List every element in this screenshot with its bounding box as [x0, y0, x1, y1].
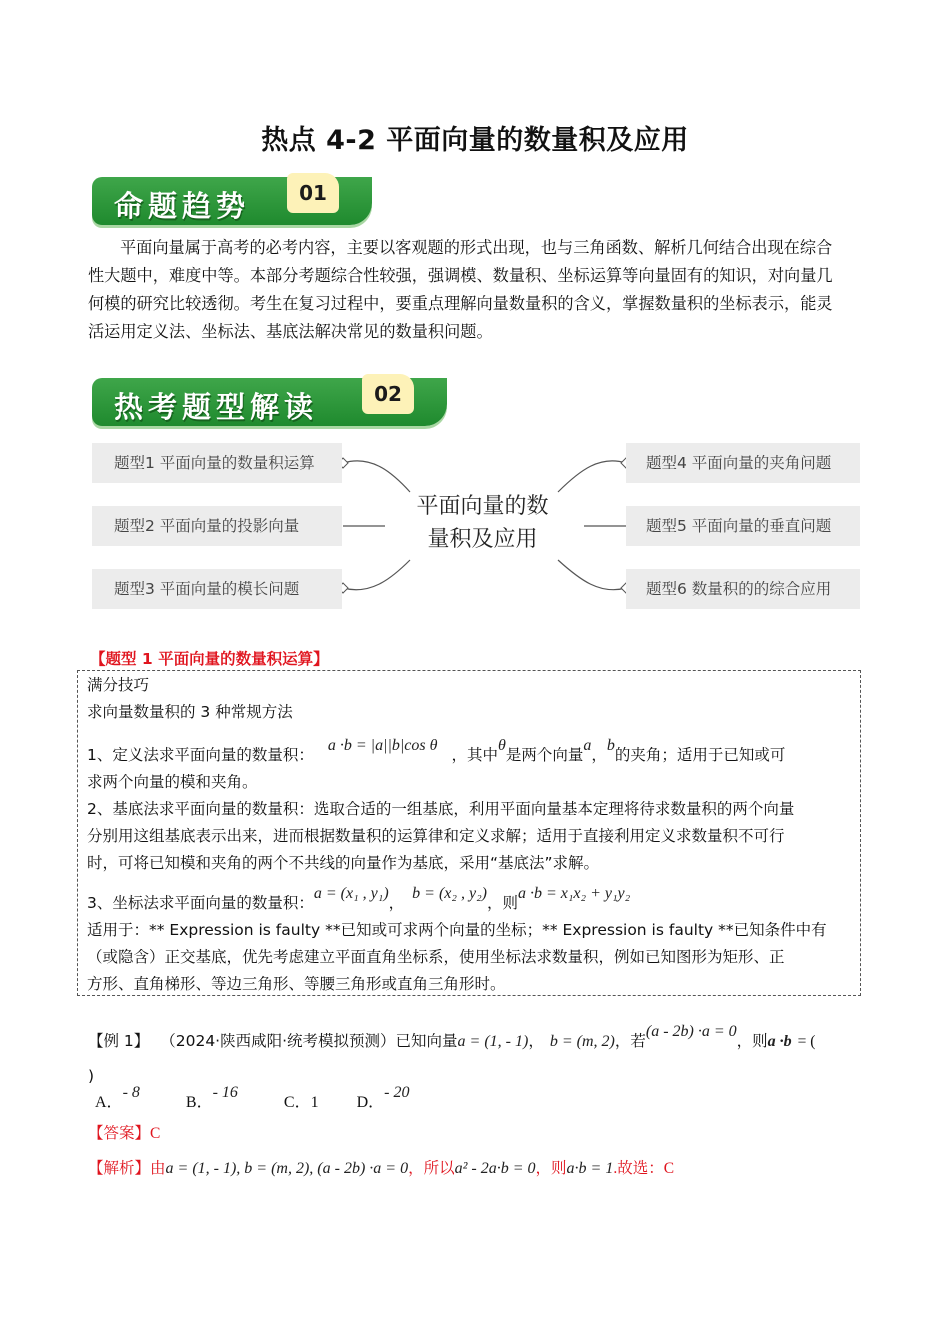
method2-line: 分别用这组基底表示出来，进而根据数量积的运算律和定义求解；适用于直接利用定义求数量积不可行: [87, 827, 785, 845]
example1-close-paren: ): [88, 1067, 95, 1085]
method3-prefix: 3、坐标法求平面向量的数量积：: [87, 894, 314, 912]
connector-right-6: [558, 560, 626, 590]
connector-right-3: [343, 560, 410, 590]
mindmap-center-line: 平面向量的数: [416, 494, 549, 519]
mindmap-center-line: 量积及应用: [427, 527, 538, 552]
option-b[interactable]: B．- 16: [185, 1084, 238, 1111]
analysis-end: .故选：C: [613, 1160, 675, 1177]
connector-left-1: [343, 461, 410, 492]
analysis-text-2: ，则: [535, 1159, 567, 1177]
intro-line: 何模的研究比较透彻。考生在复习过程中，要重点理解向量数量积的含义，掌握数量积的坐标表示，能灵: [88, 294, 833, 313]
example1-ask: a ·b: [767, 1033, 792, 1050]
mindmap-type-4: 题型4 平面向量的夹角问题: [626, 443, 860, 483]
method2-line: 时，可将已知模和夹角的两个不共线的向量作为基底，采用“基底法”求解。: [87, 854, 600, 872]
mindmap-type-1: 题型1 平面向量的数量积运算: [92, 443, 342, 483]
intro-line: 平面向量属于高考的必考内容，主要以客观题的形式出现，也与三角函数、解析几何结合出现在综合: [120, 238, 833, 257]
banner-number: 02: [362, 374, 414, 414]
method1-a: a: [583, 737, 592, 754]
mindmap-center: [400, 490, 565, 556]
example1-label: 【例 1】: [88, 1032, 150, 1050]
method1-b: b: [606, 737, 615, 754]
example1-if: ，若: [614, 1032, 646, 1050]
example1-eq-paren: = (: [797, 1033, 816, 1050]
method1-mid1: ，其中: [451, 746, 498, 764]
example1-b-def: b = (m, 2): [549, 1033, 615, 1050]
option-a[interactable]: A．- 8: [95, 1084, 140, 1111]
analysis-text-1: ，所以: [408, 1159, 455, 1177]
analysis-math-1: a = (1, - 1), b = (m, 2), (a - 2b) ·a = 0: [165, 1160, 409, 1177]
example1-answer: [88, 1120, 858, 1147]
banner-number: 01: [287, 173, 339, 213]
method3-line: 3、坐标法求平面向量的数量积：a = (x₁ , y₁)，b = (x₂ , y₂)，则a ·b = x₁x₂ + y₁y₂: [87, 885, 631, 912]
method1-prefix: 1、定义法求平面向量的数量积：: [87, 746, 314, 764]
method3-apply: 方形、直角梯形、等边三角形、等腰三角形或直角三角形时。: [87, 975, 506, 993]
analysis-math-2: a² - 2a·b = 0: [454, 1160, 536, 1177]
banner-label: 命题趋势: [114, 189, 251, 223]
method1-comma: ，: [591, 746, 607, 764]
connector-right-4: [558, 461, 626, 492]
method1-formula: a ·b = |a||b|cos θ: [327, 737, 438, 754]
mindmap-type-5: 题型5 平面向量的垂直问题: [626, 506, 860, 546]
answer-value: C: [150, 1125, 161, 1142]
method3-b: b = (x₂ , y₂): [412, 885, 487, 902]
page-title: 热点 4-2 平面向量的数量积及应用: [261, 125, 689, 156]
analysis-math-3: a·b = 1: [566, 1160, 614, 1177]
mindmap-type-6: 题型6 数量积的的综合应用: [626, 569, 860, 609]
example1-condition: (a - 2b) ·a = 0: [645, 1023, 737, 1040]
intro-line: 活运用定义法、坐标法、基底法解决常见的数量积问题。: [88, 322, 493, 341]
method3-apply: （或隐含）正交基底，优先考虑建立平面直角坐标系，使用坐标法求数量积，例如已知图形为矩形、正: [87, 948, 785, 966]
example1-analysis: [88, 1155, 858, 1182]
method1-line: [87, 737, 857, 769]
mindmap-type-2: 题型2 平面向量的投影向量: [92, 506, 342, 546]
option-c[interactable]: C．1: [283, 1094, 319, 1111]
method1-line2: 求两个向量的模和夹角。: [87, 773, 258, 791]
example1-options: [95, 1084, 410, 1115]
example1-then: ，则: [736, 1032, 768, 1050]
method1-theta: θ: [497, 737, 506, 754]
method3-a: a = (x₁ , y₁): [313, 885, 389, 902]
intro-line: 性大题中，难度中等。本部分考题综合性较强，强调模、数量积、坐标运算等向量固有的知识，对向量几: [88, 266, 833, 285]
answer-label: 【答案】: [88, 1124, 151, 1142]
method3-result: a ·b = x₁x₂ + y₁y₂: [517, 885, 631, 902]
tips-subtitle: 求向量数量积的 3 种常规方法: [87, 703, 293, 721]
method1-mid2: 是两个向量: [505, 746, 584, 764]
method3-apply: 适用于：** Expression is faulty **已知或可求两个向量的坐标；** Expression is faulty **已知条件中有: [87, 921, 827, 939]
banner-label: 热考题型解读: [114, 390, 319, 424]
type1-heading: 【题型 1 平面向量的数量积运算】: [90, 650, 329, 668]
method1-suffix: 的夹角；适用于已知或可: [614, 746, 786, 764]
example1-question: 【例 1】 （2024·陕西咸阳·统考模拟预测）已知向量a = (1, - 1)， b = (m, 2)，若(a - 2b) ·a = 0，则a ·b = (: [88, 1023, 816, 1050]
method3-then: ，则: [486, 894, 518, 912]
example1-a-def: a = (1, - 1): [457, 1033, 529, 1050]
example1-source: （2024·陕西咸阳·统考模拟预测）已知向量: [160, 1032, 458, 1050]
option-d[interactable]: D．- 20: [356, 1084, 410, 1111]
method2-line: 2、基底法求平面向量的数量积：选取合适的一组基底，利用平面向量基本定理将待求数量积的两个向量: [87, 800, 795, 818]
tips-title: 满分技巧: [87, 676, 150, 694]
analysis-label: 【解析】由: [88, 1159, 166, 1177]
mindmap-type-3: 题型3 平面向量的模长问题: [92, 569, 342, 609]
